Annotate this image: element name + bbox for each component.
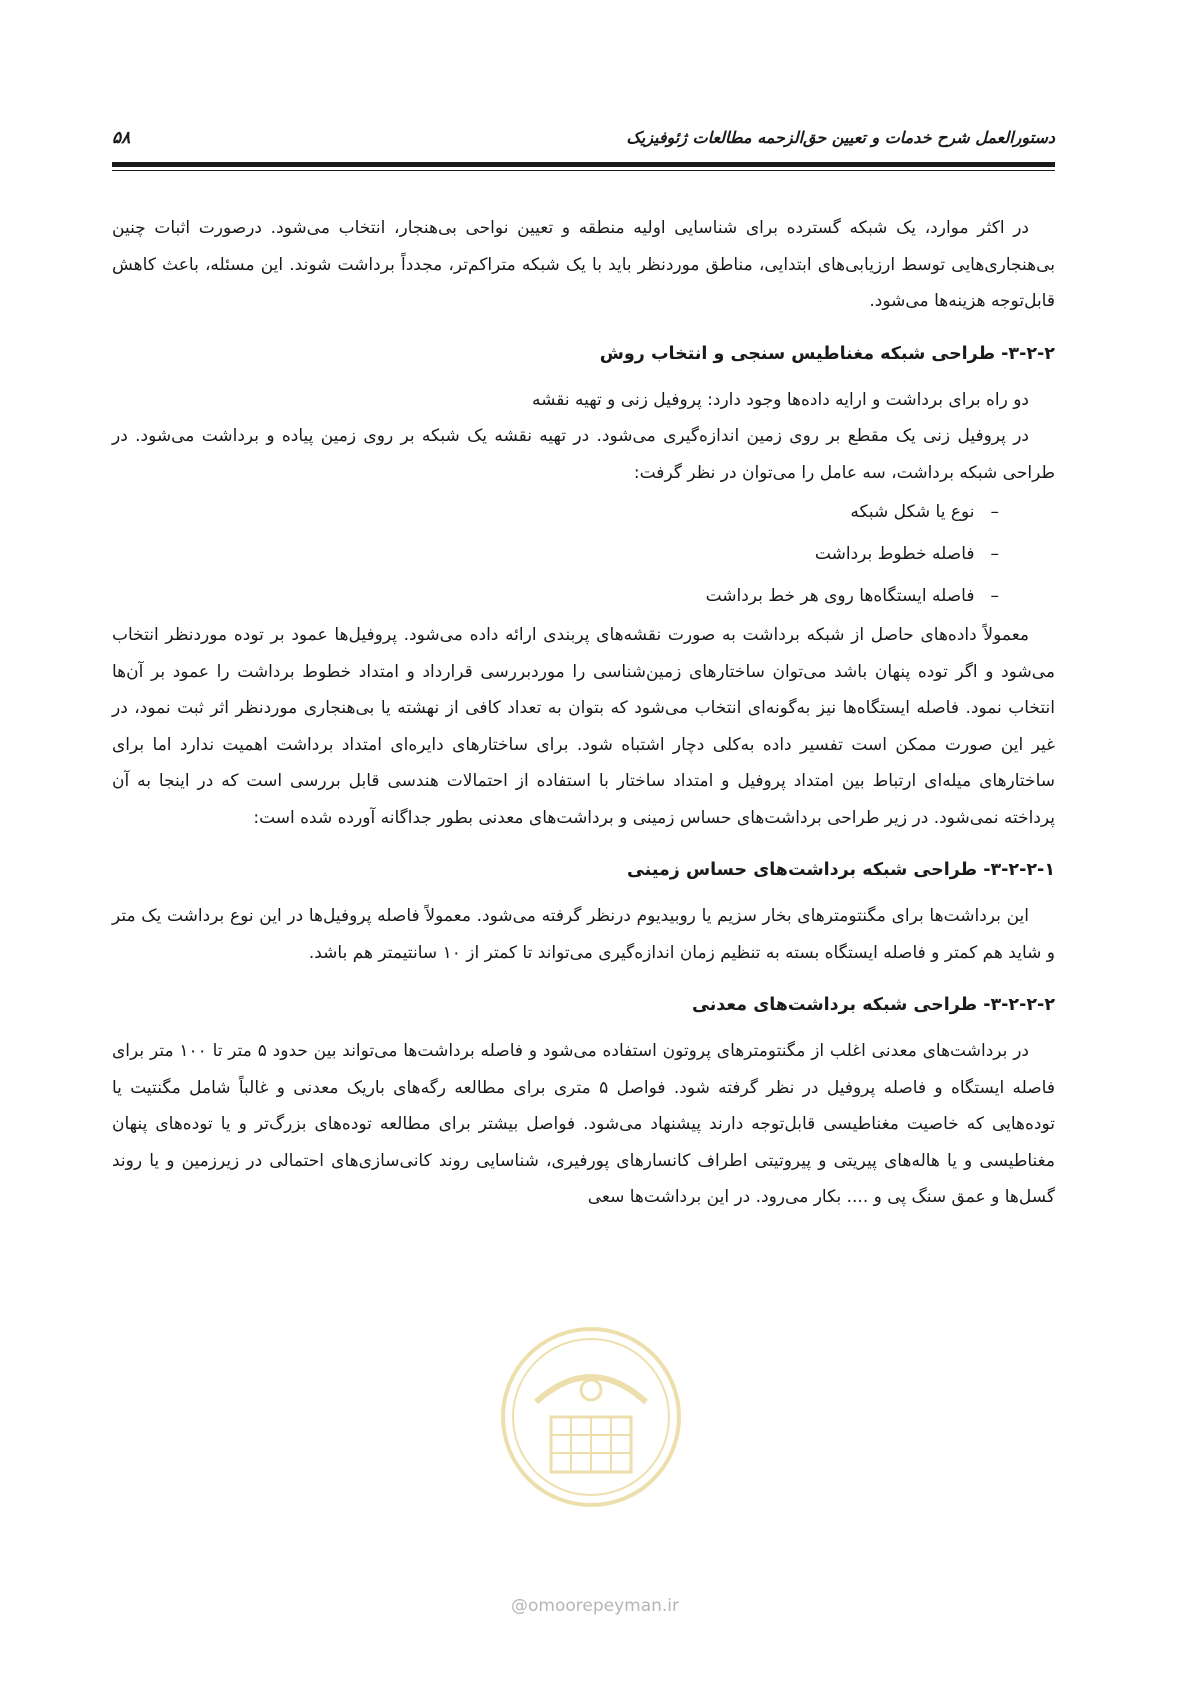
list-item <box>112 575 999 617</box>
list-item-text: فاصله خطوط برداشت <box>814 544 975 564</box>
list-item-text: فاصله ایستگاه‌ها روی هر خط برداشت <box>705 586 975 606</box>
page-number: ۵۸ <box>112 128 131 148</box>
page-header <box>112 128 1055 160</box>
paragraph-contour-maps: معمولاً داده‌های حاصل از شبکه برداشت به صورت نقشه‌های پربندی ارائه داده می‌شود. پروفیل‌ها عمود بر توده موردنظر انتخاب می‌شود و اگر توده پنهان باشد می‌توان ساختارهای زمین‌شناسی را موردبررسی قرارداد و امتداد خطوط برداشت را عمود بر آن‌ها انتخاب نمود. فاصله ایستگاه‌ها نیز به‌گونه‌ای انتخاب می‌شود که بتوان به تعداد کافی از نهشته یا بی‌هنجاری موردنظر اثر ثبت نمود، در غیر این صورت ممکن است تفسیر داده به‌کلی دچار اشتباه شود. برای ساختارهای دایره‌ای امتداد برداشت اهمیت ندارد اما برای ساختارهای میله‌ای ارتباط بین امتداد پروفیل و امتداد ساختار با استفاده از احتمالات هندسی قابل بررسی است که در اینجا به آن پرداخته نمی‌شود. در زیر طراحی برداشت‌های حساس زمینی و برداشت‌های معدنی بطور جداگانه آورده شده است: <box>112 625 1055 828</box>
factor-list <box>112 491 1055 617</box>
dash-marker: – <box>990 586 999 606</box>
watermark-site-text: @omoorepeyman.ir <box>510 1596 680 1616</box>
paragraph-cesium-rubidium: این برداشت‌ها برای مگنتومترهای بخار سزیم یا روبیدیوم درنظر گرفته می‌شود. معمولاً فاصله پروفیل‌ها در این نوع برداشت یک متر و شاید هم کمتر و فاصله ایستگاه بسته به تنظیم زمان اندازه‌گیری می‌تواند تا کمتر از ۱۰ سانتیمتر هم باشد. <box>112 906 1055 963</box>
header-rule-thick <box>112 162 1055 167</box>
header-rule-thin <box>112 170 1055 171</box>
section-heading-mining-surveys: ۳-۲-۲-۲- طراحی شبکه برداشت‌های معدنی <box>692 995 1055 1015</box>
dash-marker: – <box>990 544 999 564</box>
seal-watermark-icon <box>496 1322 686 1512</box>
section-heading-ground-surveys: ۳-۲-۲-۱- طراحی شبکه برداشت‌های حساس زمینی <box>626 860 1055 880</box>
paragraph-intro: در اکثر موارد، یک شبکه گسترده برای شناسایی اولیه منطقه و تعیین نواحی بی‌هنجار، انتخاب می‌شود. درصورت اثبات چنین بی‌هنجاری‌هایی توسط ارزیابی‌های ابتدایی، مناطق موردنظر باید با یک شبکه متراکم‌تر، مجدداً برداشت شوند. این مسئله، باعث کاهش قابل‌توجه هزینه‌ها می‌شود. <box>112 218 1055 311</box>
list-item-text: نوع یا شکل شبکه <box>850 502 975 522</box>
paragraph-profiling: در پروفیل زنی یک مقطع بر روی زمین اندازه‌گیری می‌شود. در تهیه نقشه یک شبکه بر روی زمین پیاده و برداشت می‌شود. در طراحی شبکه برداشت، سه عامل را می‌توان در نظر گرفت: <box>112 426 1055 483</box>
header-title: دستورالعمل شرح خدمات و تعیین حق‌الزحمه مطالعات ژئوفیزیک <box>626 128 1055 147</box>
dash-marker: – <box>990 502 999 522</box>
list-item <box>112 491 999 533</box>
section-heading-magnetic-grid: ۳-۲-۲- طراحی شبکه مغناطیس سنجی و انتخاب روش <box>599 343 1055 364</box>
paragraph-proton-magnetometers: در برداشت‌های معدنی اغلب از مگنتومترهای پروتون استفاده می‌شود و فاصله برداشت‌ها می‌تواند بین حدود ۵ متر تا ۱۰۰ متر برای فاصله ایستگاه و فاصله پروفیل در نظر گرفته شود. فواصل ۵ متری برای مطالعه رگه‌های باریک معدنی و غالباً شامل مگنتیت یا توده‌هایی که خاصیت مغناطیسی قابل‌توجه دارند پیشنهاد می‌شود. فواصل بیشتر برای مطالعه توده‌های بزرگ‌تر و یا توده‌های پنهان مغناطیسی و یا هاله‌های پیریتی و پیروتیتی اطراف کانسارهای پورفیری، شناسایی روند کانی‌سازی‌های احتمالی در زیرزمین و یا روند گسل‌ها و عمق سنگ پی و .... بکار می‌رود. در این برداشت‌ها سعی <box>112 1041 1055 1207</box>
body-content <box>112 210 1055 1216</box>
paragraph-two-methods: دو راه برای برداشت و ارایه داده‌ها وجود دارد: پروفیل زنی و تهیه نقشه <box>531 389 1029 410</box>
list-item <box>112 533 999 575</box>
